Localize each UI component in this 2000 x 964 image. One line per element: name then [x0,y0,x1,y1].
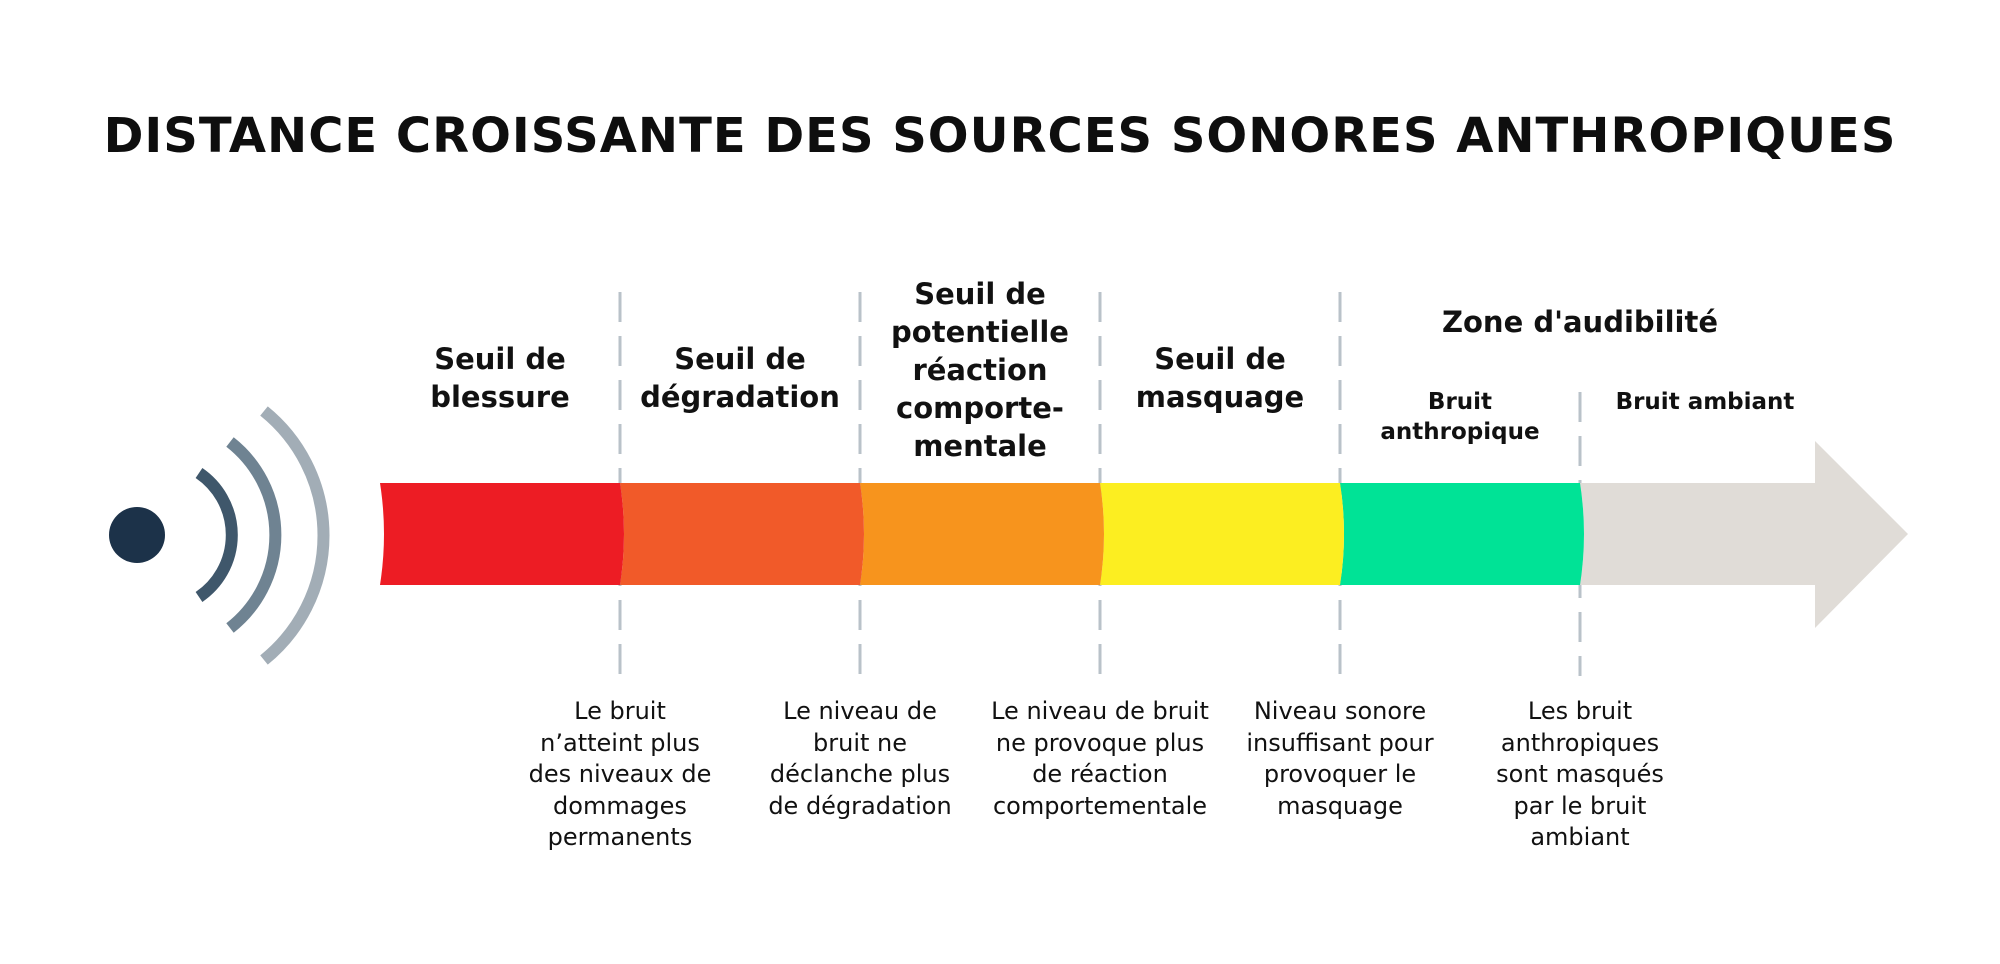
zone-label-ambient-noise: Bruit ambiant [1615,389,1795,415]
audibility-zone-label: Zone d'audibilité [1441,305,1719,339]
segment-ambient-noise [1580,441,1908,628]
segment-behavioral-reaction [860,483,1104,585]
description-ambient-masking: Les bruit anthropiques sont masqués par le bruit ambiant [1496,697,1664,851]
segment-injury [380,483,624,585]
zone-label-behavioral-reaction: Seuil de potentielle réaction comporte- mentale [891,277,1069,463]
zone-label-injury: Seuil de blessure [430,342,570,414]
zone-label-anthropogenic-noise: Bruit anthropique [1380,389,1540,445]
zone-label-masking: Seuil de masquage [1135,342,1305,414]
diagram-title: DISTANCE CROISSANTE DES SOURCES SONORES ANTHROPIQUES [103,108,1897,164]
description-behavioral-reaction: Le niveau de bruit ne provoque plus de réaction comportementale [991,697,1209,820]
source-dot [109,507,165,563]
description-masking: Niveau sonore insuffisant pour provoquer le masquage [1246,697,1434,820]
description-injury: Le bruit n’atteint plus des niveaux de dommages permanents [528,697,712,851]
segment-masking [1100,483,1344,585]
arrow-segments [380,441,1908,628]
description-degradation: Le niveau de bruit ne déclanche plus de dégradation [768,697,952,820]
zone-label-degradation: Seuil de dégradation [640,342,840,414]
segment-degradation [620,483,864,585]
segment-anthropogenic-noise [1340,483,1584,585]
sound-wave-1 [199,473,232,597]
sound-source-icon [109,411,324,660]
